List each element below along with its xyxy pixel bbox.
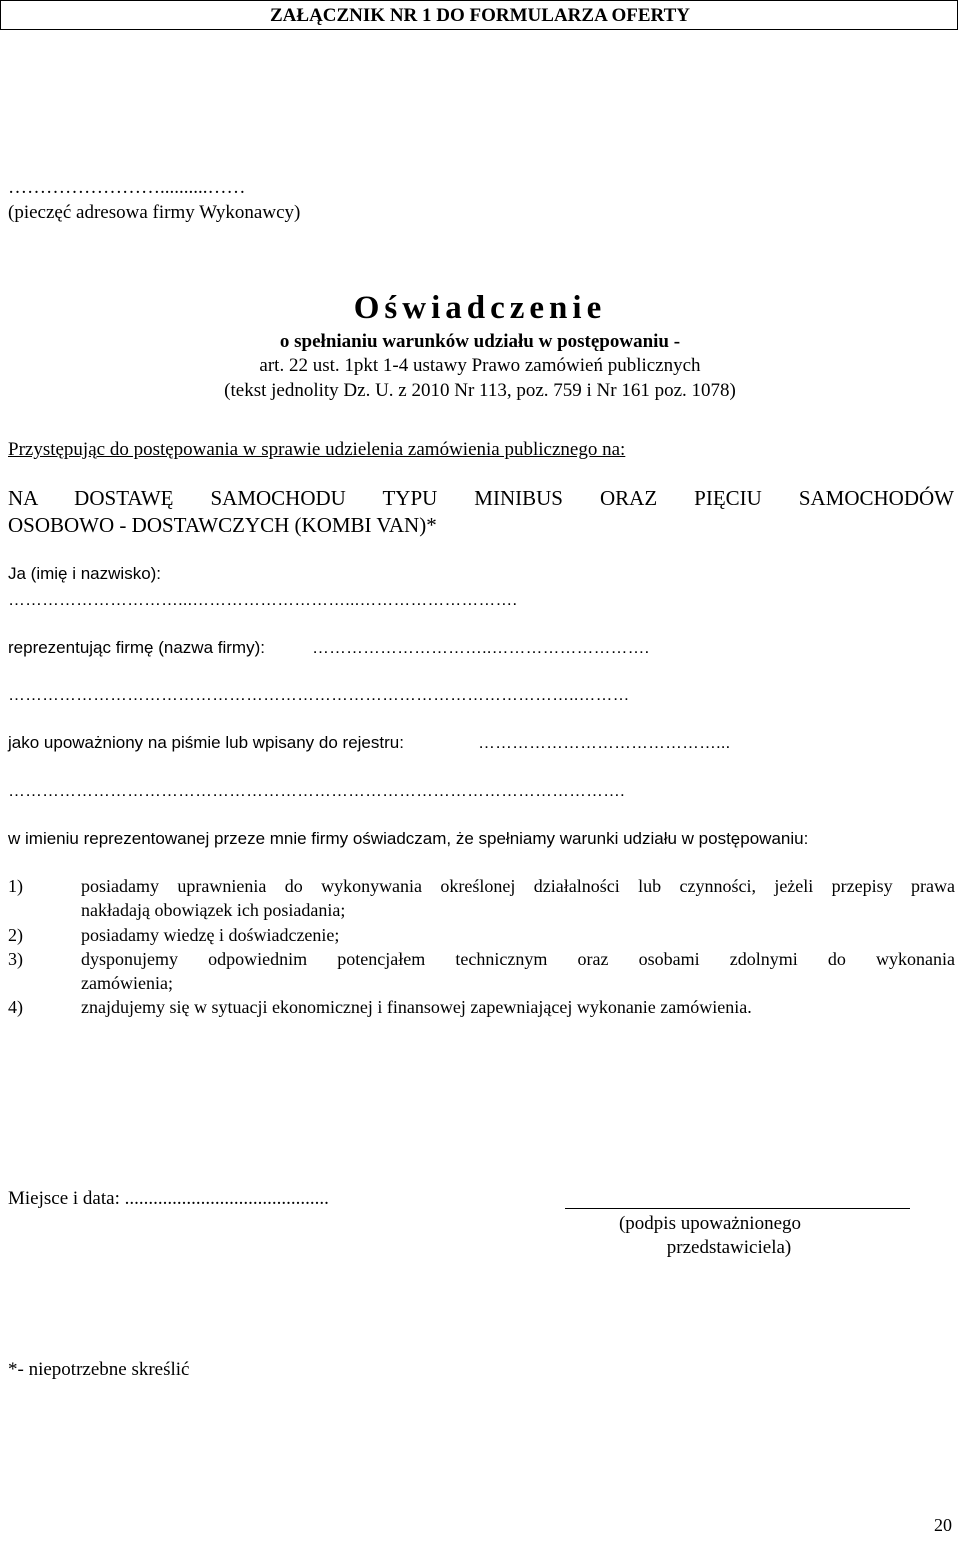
signature-label-2: przedstawiciela): [666, 1237, 792, 1258]
condition-3-line-2: zamówienia;: [81, 973, 173, 993]
company-dots: …………………………..……………………….: [312, 638, 650, 657]
condition-1-number: 1): [8, 876, 23, 896]
stamp-dots: ……………………..........……: [8, 177, 246, 198]
footnote: *- niepotrzebne skreślić: [8, 1359, 190, 1380]
name-label: Ja (imię i nazwisko):: [8, 564, 162, 583]
statement-subtitle-2: art. 22 ust. 1pkt 1-4 ustawy Prawo zamówień publicznych: [259, 355, 701, 376]
condition-2-line-1: posiadamy wiedzę i doświadczenie;: [81, 925, 340, 945]
condition-4-number: 4): [8, 997, 23, 1017]
page-header-title: ZAŁĄCZNIK NR 1 DO FORMULARZA OFERTY: [270, 5, 690, 26]
name-dots: …………………………...………………………...……………………….: [8, 590, 518, 609]
signature-line: [565, 1208, 910, 1209]
condition-3-number: 3): [8, 949, 23, 969]
stamp-label: (pieczęć adresowa firmy Wykonawcy): [8, 202, 301, 223]
page-number: 20: [934, 1515, 952, 1535]
condition-1-line-2: nakładają obowiązek ich posiadania;: [81, 900, 346, 920]
authorized-label: jako upoważniony na piśmie lub wpisany do rejestru:: [8, 733, 404, 752]
condition-3-line-1: dysponujemy odpowiednim potencjałem technicznym oraz osobami zdolnymi do wykonania: [81, 949, 955, 969]
statement-subtitle-3: (tekst jednolity Dz. U. z 2010 Nr 113, poz. 759 i Nr 161 poz. 1078): [224, 380, 736, 401]
declaration-text: w imieniu reprezentowanej przeze mnie firmy oświadczam, że spełniamy warunki udziału w postępowaniu:: [8, 829, 809, 848]
company-dots-2: ………………………………………………………………………………………..………: [8, 685, 630, 704]
condition-2-number: 2): [8, 925, 23, 945]
authorized-dots: ……………………………………...: [478, 733, 731, 752]
company-label: reprezentując firmę (nazwa firmy):: [8, 638, 265, 657]
subject-line-2: OSOBOWO - DOSTAWCZYCH (KOMBI VAN)*: [8, 513, 437, 537]
authorized-dots-2: ……………………………………………………………………………………………….: [8, 781, 625, 800]
statement-title: Oświadczenie: [353, 290, 607, 326]
subject-line-1: NA DOSTAWĘ SAMOCHODU TYPU MINIBUS ORAZ PIĘCIU SAMOCHODÓW: [8, 486, 954, 510]
condition-4-line-1: znajdujemy się w sytuacji ekonomicznej i finansowej zapewniającej wykonanie zamówienia.: [81, 997, 752, 1017]
condition-1-line-1: posiadamy uprawnienia do wykonywania określonej działalności lub czynności, jeżeli przepisy prawa: [81, 876, 955, 896]
place-date: Miejsce i data: ...........................................: [8, 1188, 329, 1209]
statement-subtitle-1: o spełnianiu warunków udziału w postępowaniu -: [279, 331, 681, 352]
signature-label-1: (podpis upoważnionego: [618, 1213, 802, 1234]
intro-text: Przystępując do postępowania w sprawie udzielenia zamówienia publicznego na:: [8, 439, 626, 460]
